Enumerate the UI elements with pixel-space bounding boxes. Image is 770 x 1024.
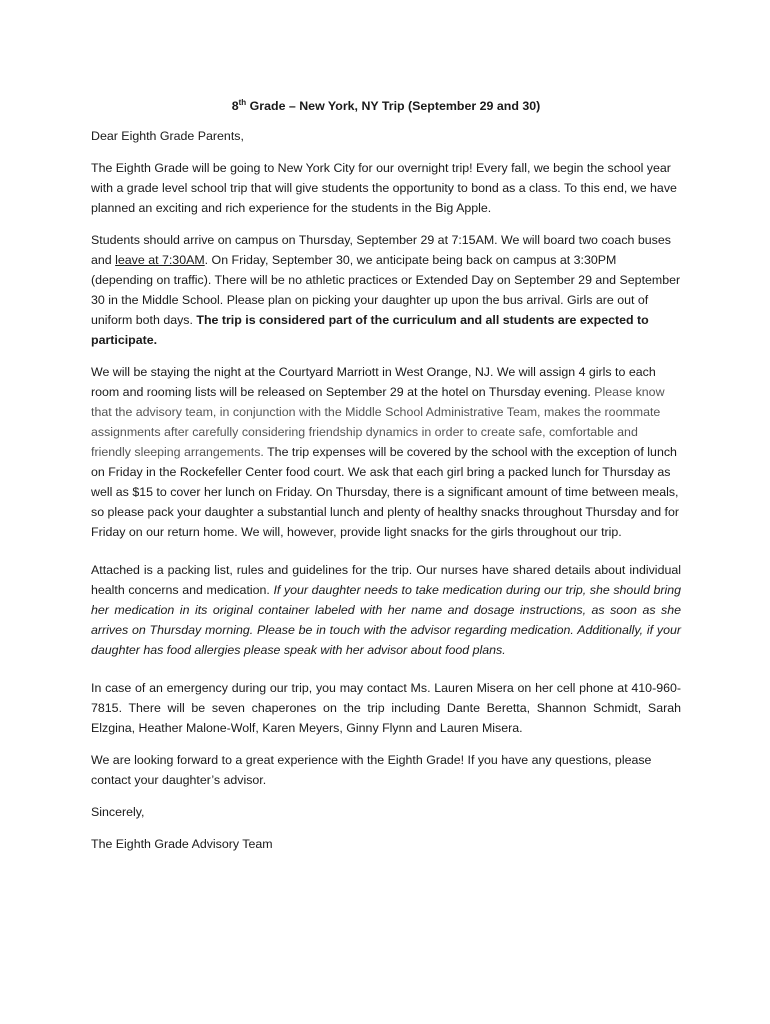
paragraph-intro: The Eighth Grade will be going to New York City for our overnight trip! Every fall, we begin the school year with a grade level school trip that will give students the opportunity to bond as a class. To this end, we have planned an exciting and rich experience for the students in the Big Apple. [91, 161, 677, 215]
health-text-1: Attached is a packing list, rules and guidelines for the trip. Our nurses have shared details about individual health concerns and medication. [91, 563, 681, 597]
title-rest: Grade – New York, NY Trip (September 29 and 30) [246, 99, 541, 113]
letter-page [91, 96, 681, 866]
lodging-text-1: We will be staying the night at the Courtyard Marriott in West Orange, NJ. We will assign 4 girls to each room and rooming lists will be released on September 29 at the hotel on Thursday evening. [91, 365, 656, 399]
title-superscript: th [238, 97, 247, 107]
paragraph-emergency: In case of an emergency during our trip, you may contact Ms. Lauren Misera on her cell phone at 410-960-7815. There will be seven chaperones on the trip including Dante Beretta, Shannon Schmidt, Sarah Elzgina, Heather Malone-Wolf, Karen Meyers, Ginny Flynn and Lauren Misera. [91, 681, 681, 735]
paragraph-schedule [91, 230, 681, 350]
medication-note-italic: If your daughter needs to take medication during our trip, she should bring her medication in its original container labeled with her name and dosage instructions, as soon as she arrives on Thursday morning. Please be in touch with the advisor regarding medication. Additionally, if your daughter has food allergies please speak with her advisor about food plans. [91, 583, 682, 657]
salutation: Dear Eighth Grade Parents, [91, 129, 244, 143]
schedule-text-1: Students should arrive on campus on Thursday, September 29 at 7:15AM. We will board two coach buses and [91, 233, 671, 267]
title-prefix: 8 [231, 99, 239, 113]
curriculum-notice-bold: The trip is considered part of the curriculum and all students are expected to participate. [91, 313, 649, 347]
paragraph-closing-remarks: We are looking forward to a great experience with the Eighth Grade! If you have any questions, please contact your daughter’s advisor. [91, 753, 652, 787]
paragraph-health [91, 560, 681, 660]
closing: Sincerely, [91, 805, 145, 819]
schedule-text-2: . On Friday, September 30, we anticipate being back on campus at 3:30PM (depending on traffic). There will be no athletic practices or Extended Day on September 29 and September 30 in the Middle School. Please plan on picking your daughter up upon the bus arrival. Girls are out of uniform both days. [91, 253, 681, 327]
letter-title [91, 96, 681, 116]
departure-time-underlined: leave at 7:30AM [115, 253, 205, 267]
roommate-note-gray: Please know that the advisory team, in conjunction with the Middle School Administrative Team, makes the roommate assignments after carefully considering friendship dynamics in order to create safe, comfortable and friendly sleeping arrangements. [91, 385, 665, 459]
signature: The Eighth Grade Advisory Team [91, 837, 273, 851]
paragraph-lodging [91, 362, 681, 542]
lodging-text-2: The trip expenses will be covered by the school with the exception of lunch on Friday in the Rockefeller Center food court. We ask that each girl bring a packed lunch for Thursday as well as $15 to cover her lunch on Friday. On Thursday, there is a significant amount of time between meals, so please pack your daughter a substantial lunch and plenty of healthy snacks throughout Thursday and for Friday on our return home. We will, however, provide light snacks for the girls throughout our trip. [91, 445, 680, 539]
